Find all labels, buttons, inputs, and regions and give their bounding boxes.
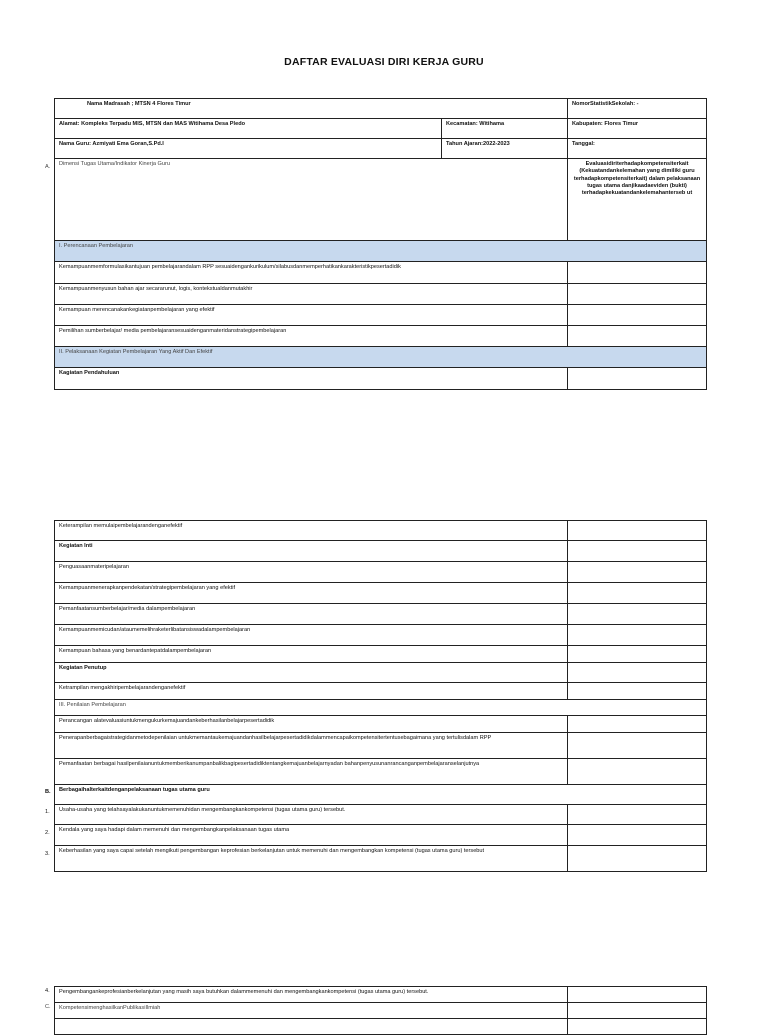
section-b-label: Berbagaihalterkaitdenganpelaksanaan tugas utama guru	[55, 785, 707, 805]
evaluation-cell[interactable]	[568, 646, 707, 663]
evaluation-cell[interactable]	[568, 604, 707, 625]
question-number: 2.	[45, 830, 50, 836]
evaluation-cell[interactable]	[568, 683, 707, 700]
indicator-row: Kemampuanmemicudan/ataumemelihraketerlibatansiswadalampembelajaran	[55, 625, 568, 646]
indicator-row: Penerapanberbagaistrategidanmetodepenilaian untukmemantaukemajuandanhasilbelajarpesertadidikdalammencapaikompetensitertentusebagaimana yang tertulisdalam RPP	[55, 733, 568, 759]
nomor-statistik: NomorStatistikSekolah: -	[568, 99, 707, 119]
evaluation-heading: Evaluasidiriterhadapkompetensiterkait (Kekuatandankelemahan yang dimiliki guru terhadapkompetensiterkait) dalam pelaksanaan tugas utama danjikaadaeviden (bukti) terhadapkekuatandankelemahanterseb ut	[568, 159, 707, 241]
question-row: Pengembangankeprofesianberkelanjutan yang masih saya butuhkan dalammemenuhi dan mengembangkankompetensi (tugas utama guru) tersebut.	[55, 987, 568, 1003]
indicator-row: Ketrampilan mengakhiripembelajarandenganefektif	[55, 683, 568, 700]
indicator-row: Penguasaanmateripelajaran	[55, 562, 568, 583]
answer-cell[interactable]	[568, 846, 707, 872]
question-number: 3.	[45, 851, 50, 857]
section-c-label: KompetensimenghasilkanPublikasiIlmiah	[55, 1003, 568, 1019]
evaluation-cell[interactable]	[568, 733, 707, 759]
evaluation-cell[interactable]	[568, 541, 707, 562]
indicator-row: Kemampuan merencanakankegiatanpembelajaran yang efektif	[55, 305, 568, 326]
indicator-row: Kegiatan Inti	[55, 541, 568, 562]
madrasah-name: Nama Madrasah ; MTSN 4 Flores Timur	[55, 99, 568, 119]
section-penilaian: III. Penilaian Pembelajaran	[55, 700, 707, 716]
header-table	[54, 98, 707, 390]
section-c-letter: C.	[45, 1004, 51, 1010]
section-b-letter: B.	[45, 789, 51, 795]
section-pelaksanaan: II. Pelaksanaan Kegiatan Pembelajaran Yang Aktif Dan Efektif	[55, 347, 707, 368]
evaluation-cell[interactable]	[568, 759, 707, 785]
question-number: 1.	[45, 809, 50, 815]
indicator-row: Kemampuanmenerapkanpendekatan/strategipembelajaran yang efektif	[55, 583, 568, 604]
tanggal: Tanggal:	[568, 139, 707, 159]
question-row: Keberhasilan yang saya capai setelah mengikuti pengembangan keprofesian berkelanjutan untuk memenuhi dan mengembangkan kompetensi (tugas utama guru) tersebut	[55, 846, 568, 872]
answer-cell[interactable]	[568, 987, 707, 1003]
indicator-row: Kegiatan Penutup	[55, 663, 568, 683]
indicator-row: Kemampuan bahasa yang benardantepatdalampembelajaran	[55, 646, 568, 663]
page-title: DAFTAR EVALUASI DIRI KERJA GURU	[284, 56, 484, 68]
section-perencanaan: I. Perencanaan Pembelajaran	[55, 241, 707, 262]
evaluation-cell[interactable]	[568, 521, 707, 541]
indicator-row: Pemilihan sumberbelajar/ media pembelajaransesuaidenganmateridanstrategipembelajaran	[55, 326, 568, 347]
indicator-row: Keterampilan memulaipembelajarandenganefektif	[55, 521, 568, 541]
nama-guru: Nama Guru: Azmiyati Ema Goran,S.Pd.I	[55, 139, 442, 159]
evaluation-cell[interactable]	[568, 663, 707, 683]
evaluation-cell[interactable]	[568, 562, 707, 583]
kecamatan: Kecamatan: Witihama	[442, 119, 568, 139]
evaluation-cell[interactable]	[568, 262, 707, 284]
question-row: Kendala yang saya hadapi dalam memenuhi dan mengembangkanpelaksanaan tugas utama	[55, 825, 568, 846]
evaluation-cell[interactable]	[568, 625, 707, 646]
evaluation-cell[interactable]	[568, 583, 707, 604]
question-row: Usaha-usaha yang telahsayalakukanuntukmemenuhidan mengembangkankompetensi (tugas utama guru) tersebut.	[55, 805, 568, 825]
answer-cell[interactable]	[568, 825, 707, 846]
answer-cell[interactable]	[568, 1003, 707, 1019]
evaluation-cell[interactable]	[568, 326, 707, 347]
question-number: 4.	[45, 988, 50, 994]
section-a-letter: A.	[45, 164, 51, 170]
indicator-row: Perancangan alatevaluasiuntukmengukurkemajuandankeberhasilanbelajarpesertadidik	[55, 716, 568, 733]
indicator-row: Kemampuanmemformulasikantujuan pembelajarandalam RPP sesuaidengankurikulum/silabusdanmemperhatikankarakteristikpesertadidik	[55, 262, 568, 284]
indicator-row: Kagiatan Pendahuluan	[55, 368, 568, 390]
indicator-table	[54, 520, 707, 872]
evaluation-cell[interactable]	[568, 716, 707, 733]
answer-cell[interactable]	[568, 805, 707, 825]
indicator-row: Pemanfaatansumberbelajar/media dalampembelajaran	[55, 604, 568, 625]
tahun-ajaran: Tahun Ajaran:2022-2023	[442, 139, 568, 159]
dimension-label: Dimensi Tugas Utama/Indikator Kinerja Guru	[55, 159, 568, 241]
question-row	[55, 1019, 568, 1035]
indicator-row: Kemampuanmenyusun bahan ajar secararunut, logis, kontekstualdanmutakhir	[55, 284, 568, 305]
evaluation-cell[interactable]	[568, 368, 707, 390]
continuation-table	[54, 986, 707, 1035]
answer-cell[interactable]	[568, 1019, 707, 1035]
kabupaten: Kabupaten: Flores Timur	[568, 119, 707, 139]
alamat: Alamat: Kompleks Terpadu MIS, MTSN dan MAS Witihama Desa Pledo	[55, 119, 442, 139]
evaluation-cell[interactable]	[568, 284, 707, 305]
indicator-row: Pemanfaatan berbagai hasilpenilaianuntukmemberikanumpanbalikbagipesertadidiktentangkemajuanbelajarnyadan bahanpenyusunanrancanganpembelajaranselanjutnya	[55, 759, 568, 785]
evaluation-cell[interactable]	[568, 305, 707, 326]
